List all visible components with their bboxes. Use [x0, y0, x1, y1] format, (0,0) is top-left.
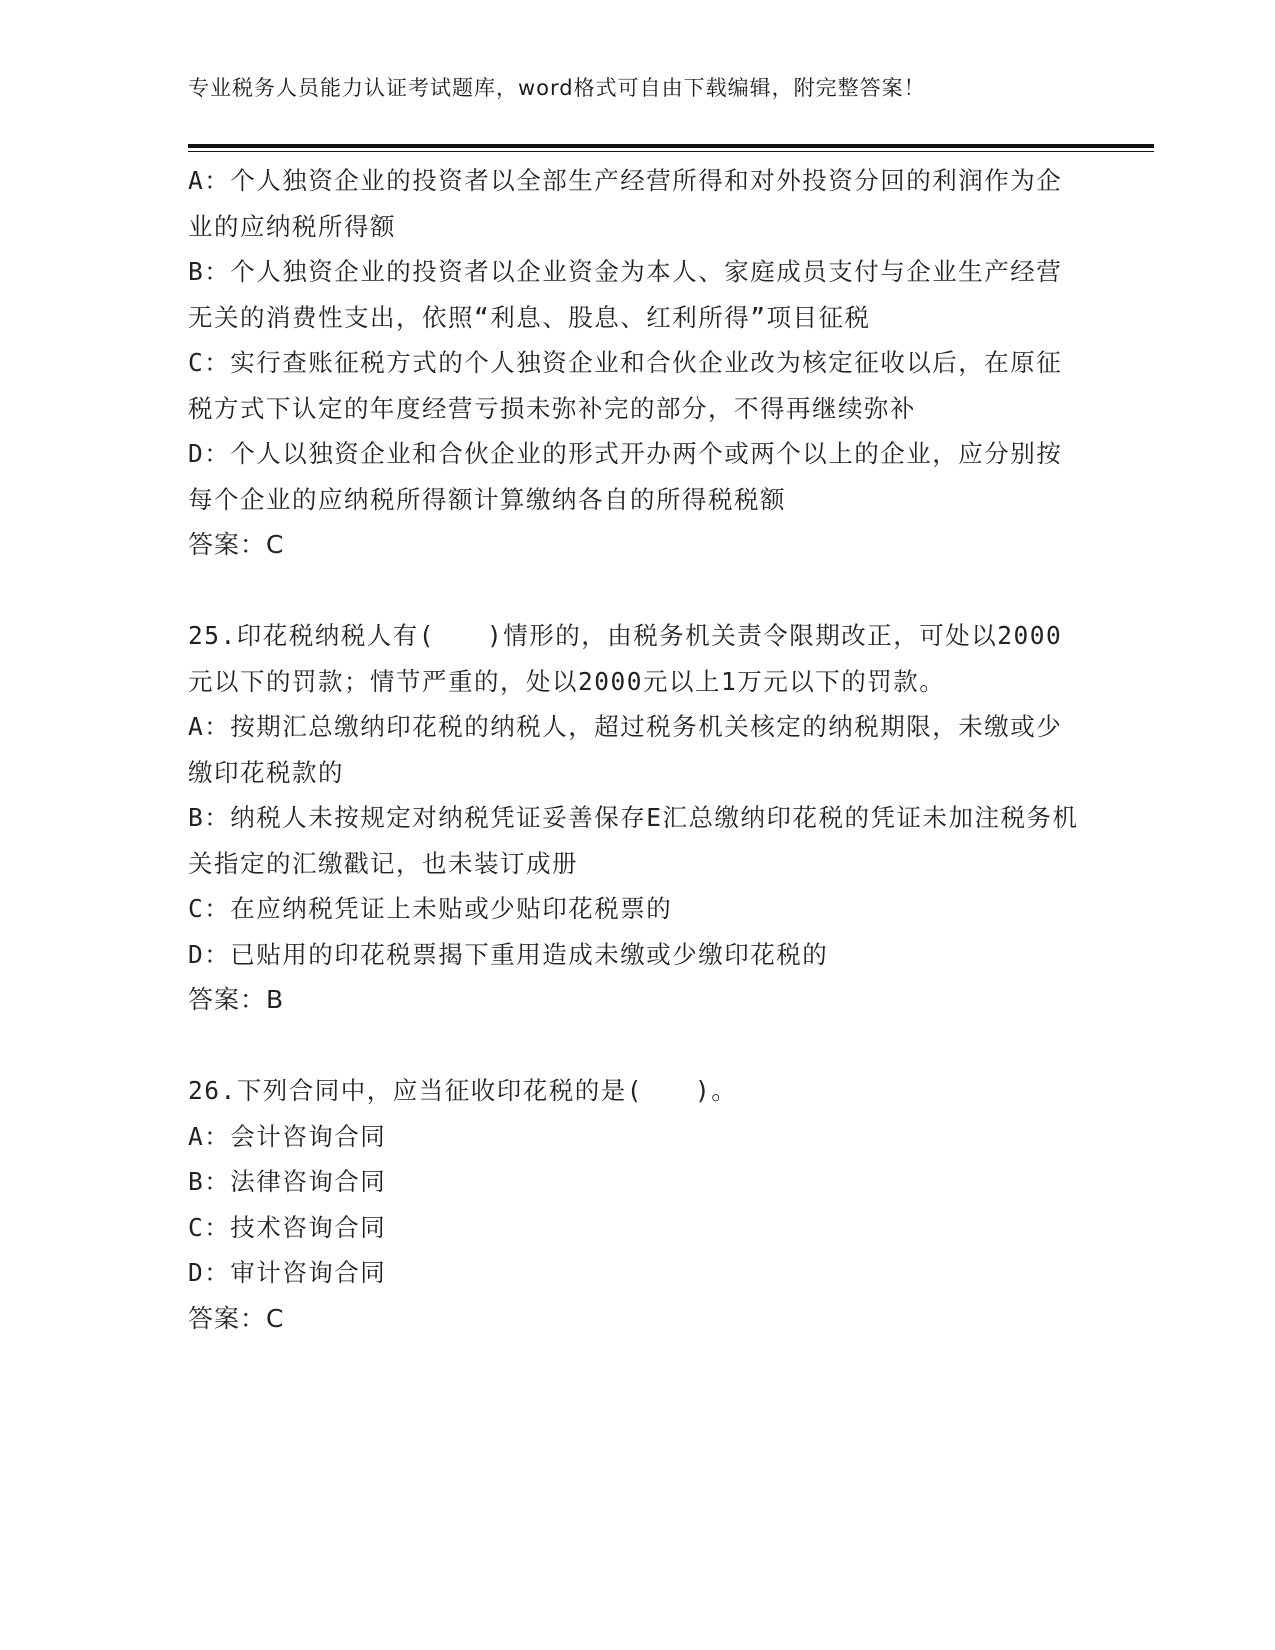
q25-option-d: D：已贴用的印花税票揭下重用造成未缴或少缴印花税的	[188, 939, 829, 969]
q25-answer: 答案：B	[188, 985, 285, 1014]
page-header: 专业税务人员能力认证考试题库，word格式可自由下载编辑，附完整答案！	[188, 76, 926, 100]
q26-option-d: D：审计咨询合同	[188, 1258, 387, 1287]
q25-option-b: B：纳税人未按规定对纳税凭证妥善保存E汇总缴纳印花税的凭证未加注税务机关指定的汇缴戳记，也未装订成册	[188, 803, 1079, 878]
q24-answer: 答案：C	[188, 530, 285, 559]
q24-option-c: C：实行查账征税方式的个人独资企业和合伙企业改为核定征收以后，在原征税方式下认定的年度经营亏损未弥补完的部分，不得再继续弥补	[188, 348, 1063, 423]
q26-answer: 答案：C	[188, 1303, 285, 1333]
q25-option-a: A：按期汇总缴纳印花税的纳税人，超过税务机关核定的纳税期限，未缴或少缴印花税款的	[188, 712, 1063, 787]
q26-question: 26.下列合同中，应当征收印花税的是( )。	[188, 1076, 738, 1105]
q26-option-c: C：技术咨询合同	[188, 1212, 387, 1242]
header-rule-thin	[188, 151, 1154, 152]
q26-option-b: B：法律咨询合同	[188, 1167, 387, 1196]
q24-option-d: D：个人以独资企业和合伙企业的形式开办两个或两个以上的企业，应分别按每个企业的应纳税所得额计算缴纳各自的所得税税额	[188, 439, 1063, 514]
header-rule-thick	[188, 144, 1154, 148]
q25-question: 25.印花税纳税人有( )情形的，由税务机关责令限期改正，可处以2000元以下的罚款；情节严重的，处以2000元以上1万元以下的罚款。	[188, 621, 1063, 696]
document-body	[188, 158, 1088, 1341]
q25-option-c: C：在应纳税凭证上未贴或少贴印花税票的	[188, 894, 673, 923]
q24-option-b: B：个人独资企业的投资者以企业资金为本人、家庭成员支付与企业生产经营无关的消费性支出，依照“利息、股息、红利所得”项目征税	[188, 257, 1063, 332]
q26-option-a: A：会计咨询合同	[188, 1121, 387, 1151]
q24-option-a: A：个人独资企业的投资者以全部生产经营所得和对外投资分回的利润作为企业的应纳税所得额	[188, 166, 1063, 241]
